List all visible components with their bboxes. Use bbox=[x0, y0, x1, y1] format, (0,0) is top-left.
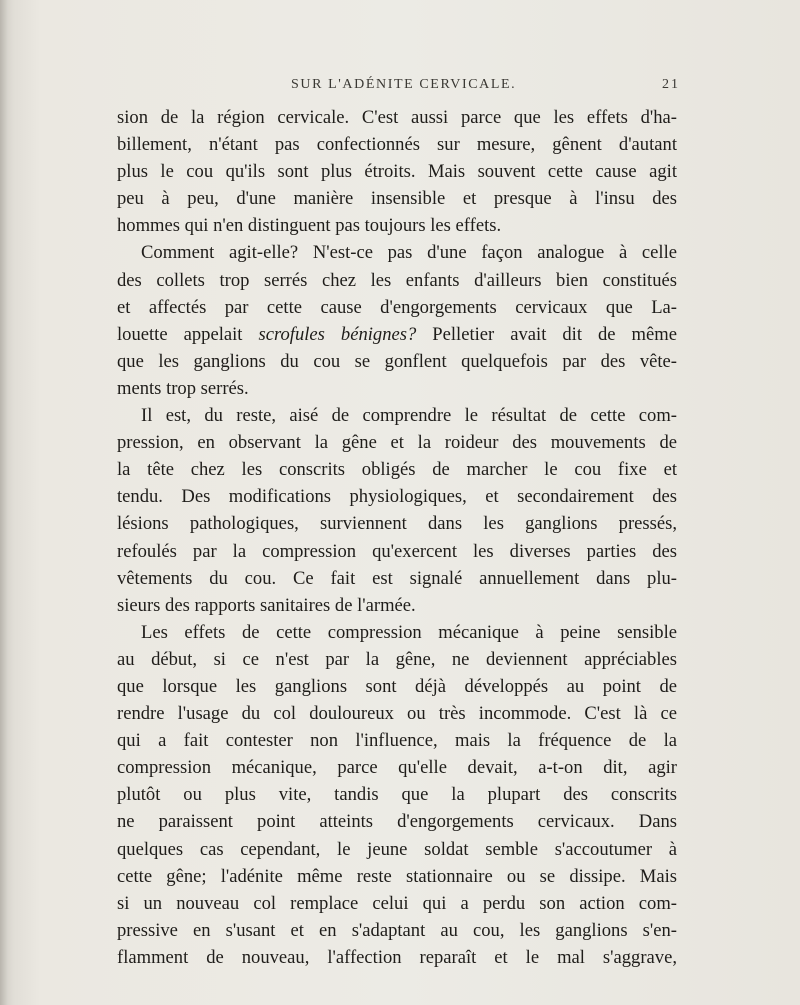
text-line: ments trop serrés. bbox=[117, 377, 249, 399]
text-line: peu à peu, d'une manière insensible et presque à l'insu des bbox=[117, 188, 677, 210]
italic-term: scrofules bénignes? bbox=[258, 323, 417, 345]
text-line: si un nouveau col remplace celui qui a perdu son action com- bbox=[117, 892, 677, 914]
text-line: plus le cou qu'ils sont plus étroits. Mais souvent cette cause agit bbox=[117, 161, 677, 183]
page-binding-edge bbox=[0, 0, 8, 1005]
running-head bbox=[0, 77, 800, 97]
running-head-title: SUR L'ADÉNITE CERVICALE. bbox=[291, 77, 517, 92]
text-line: Les effets de cette compression mécanique à peine sensible bbox=[141, 621, 677, 643]
text-line: Comment agit-elle? N'est-ce pas d'une façon analogue à celle bbox=[141, 242, 677, 264]
text-line: plutôt ou plus vite, tandis que la plupart des conscrits bbox=[117, 784, 677, 806]
text-line: tendu. Des modifications physiologiques, et secondairement des bbox=[117, 486, 677, 508]
text-line: billement, n'étant pas confectionnés sur mesure, gênent d'autant bbox=[117, 134, 677, 156]
body-text bbox=[117, 104, 677, 971]
text-line: pression, en observant la gêne et la roideur des mouvements de bbox=[117, 432, 677, 454]
text-line: que les ganglions du cou se gonflent quelquefois par des vête- bbox=[117, 350, 677, 372]
text-line: et affectés par cette cause d'engorgements cervicaux que La- bbox=[117, 296, 677, 318]
page-number: 21 bbox=[662, 77, 680, 92]
text-line: refoulés par la compression qu'exercent les diverses parties des bbox=[117, 540, 677, 562]
text-line: lésions pathologiques, surviennent dans les ganglions pressés, bbox=[117, 513, 677, 535]
text-line: Il est, du reste, aisé de comprendre le résultat de cette com- bbox=[141, 405, 677, 427]
text-line: que lorsque les ganglions sont déjà développés au point de bbox=[117, 675, 677, 697]
text-line: ne paraissent point atteints d'engorgements cervicaux. Dans bbox=[117, 811, 677, 833]
text-line: au début, si ce n'est par la gêne, ne deviennent appréciables bbox=[117, 648, 677, 670]
text-line: cette gêne; l'adénite même reste stationnaire ou se dissipe. Mais bbox=[117, 865, 677, 887]
text-line: qui a fait contester non l'influence, mais la fréquence de la bbox=[117, 730, 677, 752]
text-line: des collets trop serrés chez les enfants d'ailleurs bien constitués bbox=[117, 269, 677, 291]
text-line-with-italic bbox=[117, 321, 677, 348]
text-line: pressive en s'usant et en s'adaptant au cou, les ganglions s'en- bbox=[117, 919, 677, 941]
text-line: compression mécanique, parce qu'elle devait, a-t-on dit, agir bbox=[117, 757, 677, 779]
text-line: hommes qui n'en distinguent pas toujours les effets. bbox=[117, 215, 502, 237]
text-line: quelques cas cependant, le jeune soldat semble s'accoutumer à bbox=[117, 838, 677, 860]
text-line: sieurs des rapports sanitaires de l'armée. bbox=[117, 594, 416, 616]
text-segment: louette appelait bbox=[117, 323, 259, 345]
text-line: la tête chez les conscrits obligés de marcher le cou fixe et bbox=[117, 459, 677, 481]
text-line: vêtements du cou. Ce fait est signalé annuellement dans plu- bbox=[117, 567, 677, 589]
text-line: sion de la région cervicale. C'est aussi parce que les effets d'ha- bbox=[117, 107, 677, 128]
text-line: rendre l'usage du col douloureux ou très incommode. C'est là ce bbox=[117, 703, 677, 725]
text-line: flamment de nouveau, l'affection reparaît et le mal s'aggrave, bbox=[117, 946, 677, 968]
text-segment: Pelletier avait dit de même bbox=[416, 323, 677, 345]
